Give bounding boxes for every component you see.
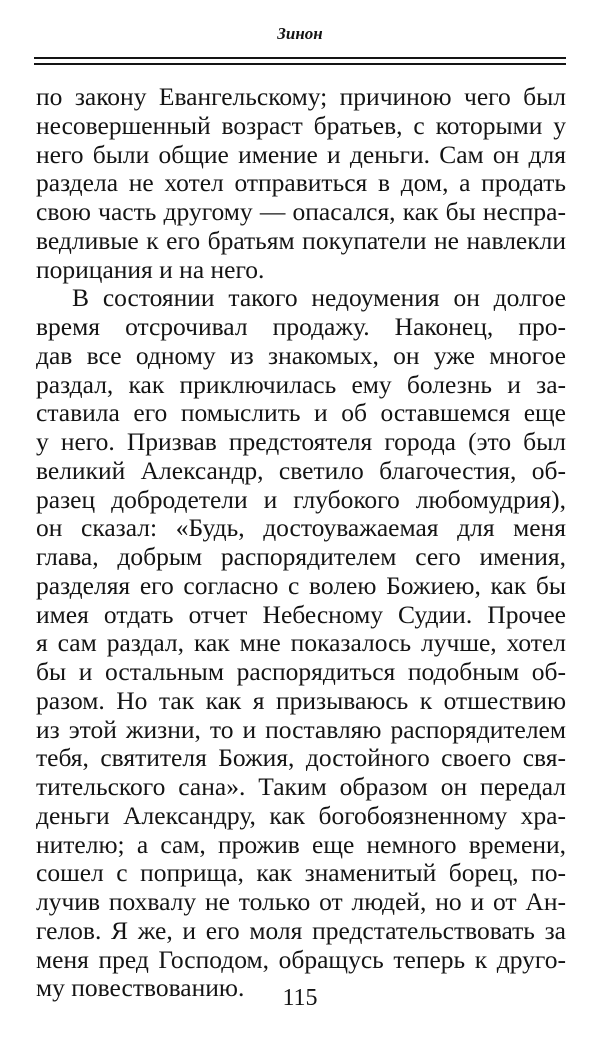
text-line: него были общие имение и деньги. Сам он для <box>36 139 566 169</box>
text-line: разделяя его согласно с волею Божиею, как бы <box>36 570 566 600</box>
text-line: меня пред Господом, обращусь теперь к друго- <box>36 944 566 974</box>
text-line: лучив похвалу не только от людей, но и от Ан- <box>36 887 566 916</box>
text-line: глава, добрым распорядителем сего имения, <box>36 542 566 571</box>
running-head-title: Зинон <box>277 24 323 43</box>
paragraph-end-line: му повествованию. <box>36 973 245 1003</box>
text-line: у него. Призвав предстоятеля города (это был <box>36 427 566 456</box>
body-text <box>36 83 566 1003</box>
text-line: ведливые к его братьям покупатели не навлекли <box>36 225 566 255</box>
text-line: несовершенный возраст братьев, с которыми у <box>36 110 566 140</box>
text-line: сошел с поприща, как знаменитый борец, по- <box>36 858 566 888</box>
page-number: 115 <box>282 985 318 1011</box>
text-line: разом. Но так как я призываюсь к отшествию <box>36 685 566 715</box>
text-line: гелов. Я же, и его моля предстательствовать за <box>36 915 566 945</box>
text-line: раздал, как приключилась ему болезнь и за- <box>36 369 566 399</box>
text-line: он сказал: «Будь, достоуважаемая для меня <box>36 513 566 543</box>
text-line: имея отдать отчет Небесному Судии. Прочее <box>36 599 566 629</box>
text-line: разец добродетели и глубокого любомудрия), <box>36 484 566 514</box>
header-rule-top <box>34 57 566 59</box>
text-line: из этой жизни, то и поставляю распорядителем <box>36 714 566 744</box>
text-line: нителю; а сам, прожив еще немного времени, <box>36 829 566 859</box>
text-line: бы и остальным распорядиться подобным об- <box>36 657 566 686</box>
text-line: великий Александр, светило благочестия, об- <box>36 455 566 485</box>
paragraph-end-line: порицания и на него. <box>36 254 265 284</box>
text-line: свою часть другому — опасался, как бы неспра- <box>36 197 566 226</box>
text-line: по закону Евангельскому; причиною чего был <box>36 82 566 111</box>
text-line: раздела не хотел отправиться в дом, а продать <box>36 168 566 198</box>
paragraph-start-line: В состоянии такого недоумения он долгое <box>72 283 566 313</box>
header-rule-bottom <box>34 63 566 65</box>
text-line: тебя, святителя Божия, достойного своего свя- <box>36 743 566 773</box>
text-line: дав все одному из знакомых, он уже многое <box>36 340 566 370</box>
text-line: я сам раздал, как мне показалось лучше, хотел <box>36 628 566 658</box>
text-line: время отсрочивал продажу. Наконец, про- <box>36 312 566 341</box>
text-line: деньги Александру, как богобоязненному хра- <box>36 800 566 830</box>
text-line: ставила его помыслить и об оставшемся еще <box>36 398 566 428</box>
text-line: тительского сана». Таким образом он передал <box>36 772 566 801</box>
